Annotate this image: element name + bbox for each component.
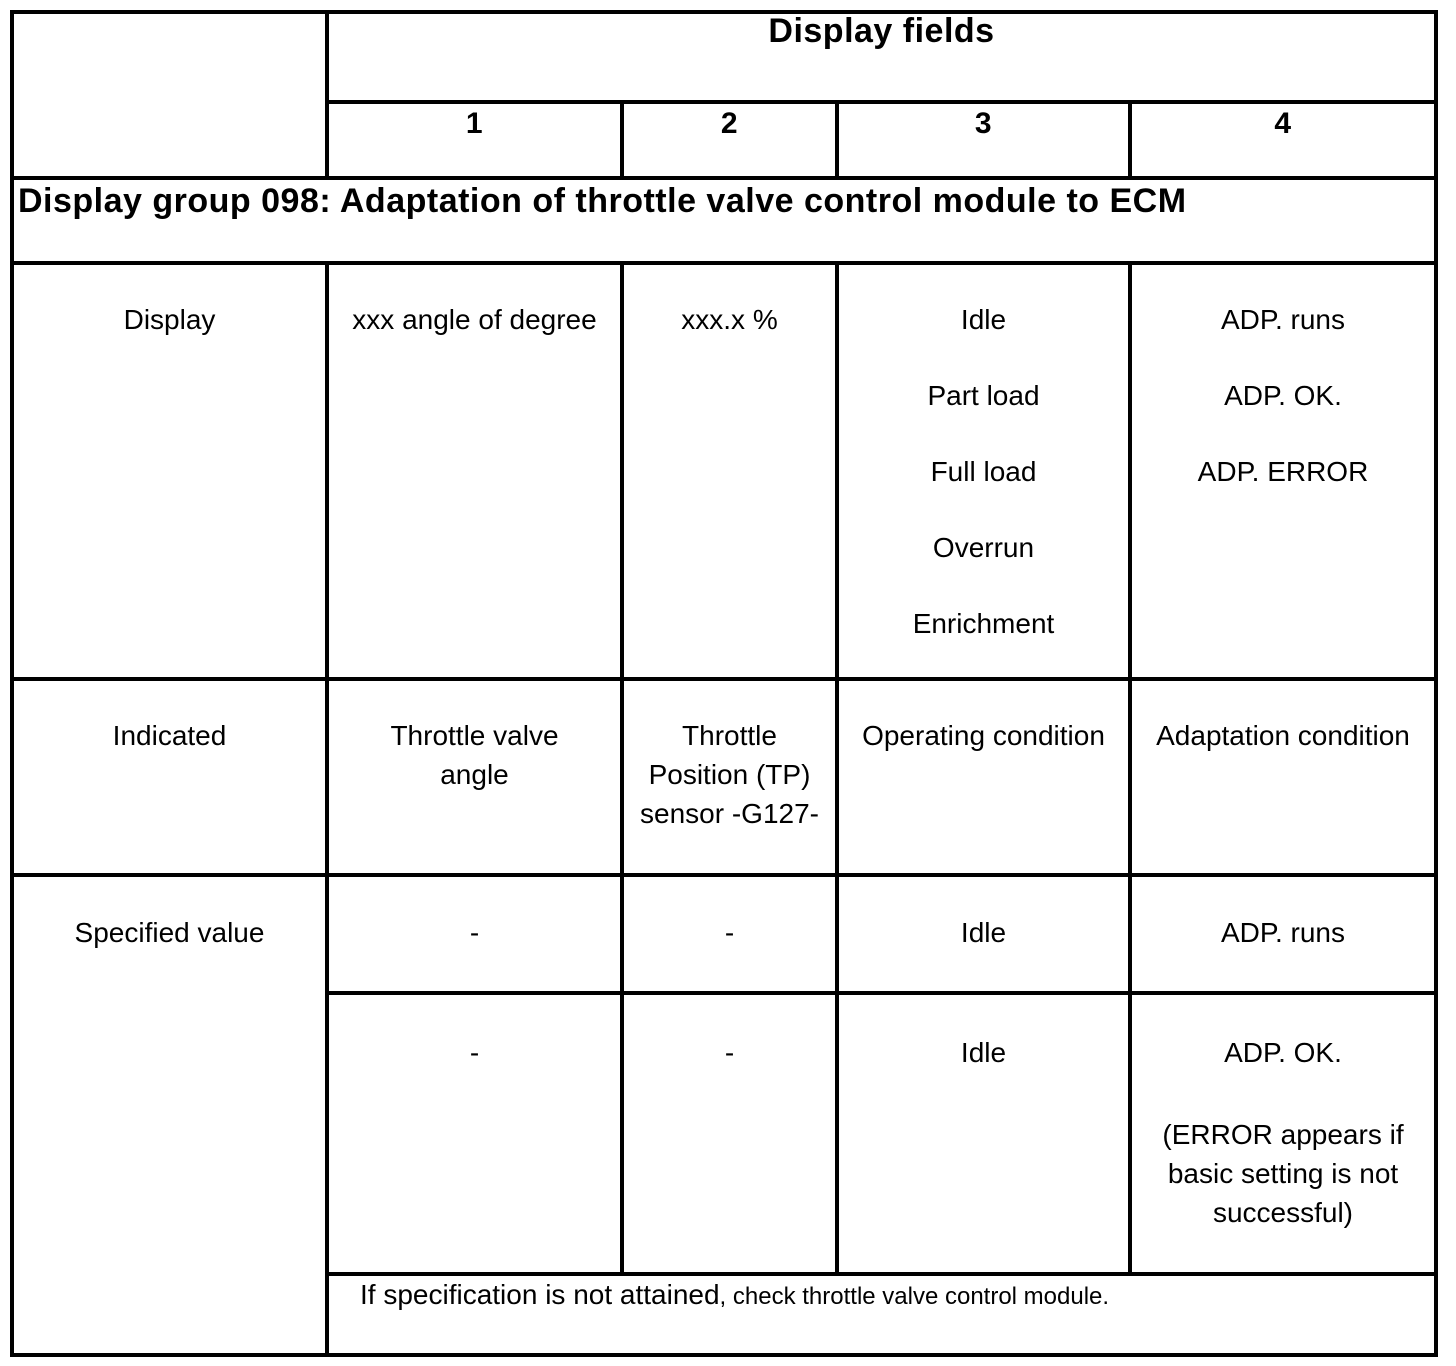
list-item: ADP. ERROR [1197, 456, 1369, 487]
list-item: Enrichment [912, 608, 1055, 639]
indicated-col4: Adaptation condition [1156, 720, 1410, 751]
specification-note-main: If specification is not attained [360, 1279, 720, 1310]
list-item: Full load [930, 456, 1037, 487]
text-line: angle [440, 759, 509, 790]
text-line: Throttle [682, 720, 777, 751]
list-item: ADP. runs [1221, 304, 1345, 335]
specified-b-col3: Idle [960, 1037, 1007, 1068]
specified-a-col2: - [724, 917, 735, 948]
indicated-col1 [327, 716, 622, 794]
text-line: Throttle valve [390, 720, 559, 751]
display-col1: xxx angle of degree [352, 304, 597, 335]
column-number-1: 1 [465, 107, 484, 140]
list-item: Overrun [932, 532, 1035, 563]
indicated-col2 [622, 716, 837, 833]
column-number-2: 2 [720, 107, 739, 140]
specified-b-note [1130, 1115, 1436, 1232]
row-label-indicated: Indicated [112, 720, 227, 751]
specification-note-rest: , check throttle valve control module. [719, 1283, 1110, 1310]
text-line: sensor -G127- [640, 798, 819, 829]
text-line: (ERROR appears if [1162, 1119, 1404, 1150]
row-label-specified: Specified value [74, 917, 265, 948]
column-number-4: 4 [1274, 107, 1292, 140]
specified-a-col4: ADP. runs [1221, 917, 1345, 948]
list-item: Part load [927, 380, 1040, 411]
display-col4-list [1130, 300, 1436, 528]
specified-b-col4: ADP. OK. [1224, 1037, 1342, 1068]
display-col3-list [837, 300, 1130, 680]
column-number-3: 3 [974, 107, 993, 140]
row-label-display: Display [123, 304, 216, 335]
list-item: ADP. OK. [1224, 380, 1342, 411]
text-line: basic setting is not [1167, 1158, 1399, 1189]
specified-a-col1: - [469, 917, 480, 948]
specification-note [360, 1275, 1109, 1316]
indicated-col3: Operating condition [862, 720, 1105, 751]
specified-b-col1: - [469, 1037, 480, 1068]
text-line: Position (TP) [648, 759, 811, 790]
display-fields-header: Display fields [768, 12, 995, 50]
display-group-title: Display group 098: Adaptation of throttle valve control module to ECM [18, 182, 1187, 220]
specified-a-col3: Idle [960, 917, 1007, 948]
display-col2: xxx.x % [681, 304, 778, 335]
text-line: successful) [1212, 1197, 1354, 1228]
specified-b-col2: - [724, 1037, 735, 1068]
list-item: Idle [960, 304, 1007, 335]
